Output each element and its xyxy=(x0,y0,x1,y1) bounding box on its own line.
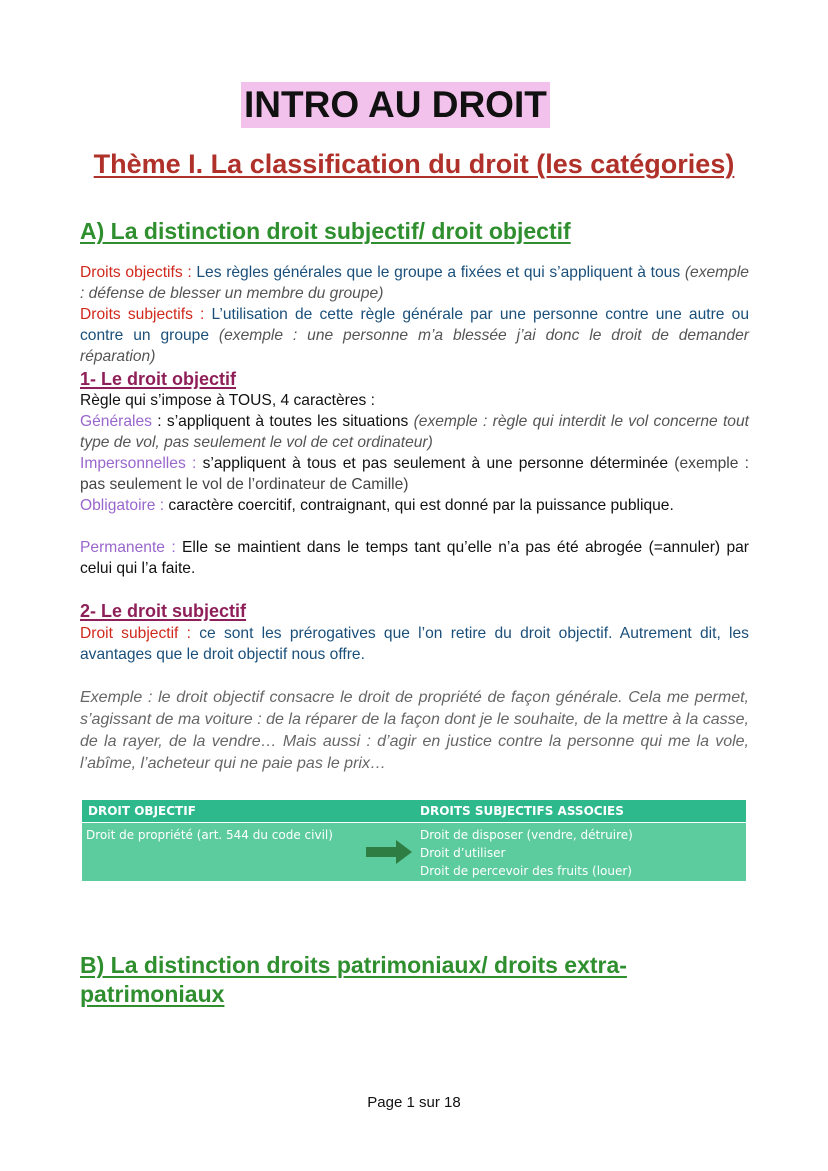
droit-objectif-intro: Règle qui s’impose à TOUS, 4 caractères : xyxy=(80,392,375,409)
header-droits-subjectifs: DROITS SUBJECTIFS ASSOCIES xyxy=(420,804,624,818)
term-droits-objectifs: Droits objectifs : xyxy=(80,264,192,281)
caractere-impersonnelles xyxy=(80,453,749,495)
section-b-heading: B) La distinction droits patrimoniaux/ droits extra-patrimoniaux xyxy=(80,952,627,1007)
theme-title: Thème I. La classification du droit (les catégories) xyxy=(93,149,735,179)
separator: : xyxy=(151,413,167,430)
cell-droit-percevoir: Droit de percevoir des fruits (louer) xyxy=(420,864,632,878)
text-droits-subjectifs: L’utilisation de cette règle générale par une personne contre une autre ou contre un groupe xyxy=(80,306,749,344)
definition-droit-subjectif xyxy=(80,623,749,665)
page-number: Page 1 sur 18 xyxy=(367,1094,461,1111)
caractere-obligatoire xyxy=(80,495,749,516)
cell-droit-disposer: Droit de disposer (vendre, détruire) xyxy=(420,828,633,842)
example-droits-objectifs: (exemple : défense de blesser un membre du groupe) xyxy=(80,264,749,302)
text-obligatoire: caractère coercitif, contraignant, qui est donné par la puissance publique. xyxy=(168,497,674,514)
cell-droit-utiliser: Droit d’utiliser xyxy=(420,846,506,860)
cell-droit-propriete: Droit de propriété (art. 544 du code civil) xyxy=(86,828,333,842)
text-generales: s’appliquent à toutes les situations xyxy=(166,413,414,430)
table-header-row xyxy=(82,800,746,822)
example-propriete: Exemple : le droit objectif consacre le droit de propriété de façon générale. Cela me permet, s’agissant de ma voiture : de la réparer de la façon dont je le souhaite, de la mettre à la casse, de la rayer, de la vendre… Mais aussi : d’agir en justice contre la personne qui me la vole, l’abîme, l’acheteur qui ne paie pas le prix… xyxy=(80,689,749,772)
example-generales: (exemple : règle qui interdit le vol concerne tout type de vol, pas seulement le vol de cet ordinateur) xyxy=(80,413,749,451)
term-permanente: Permanente xyxy=(80,539,165,556)
caractere-permanente xyxy=(80,537,749,579)
separator: : xyxy=(185,455,203,472)
text-droit-subjectif: ce sont les prérogatives que l’on retire du droit objectif. Autrement dit, les avantages que le droit objectif nous offre. xyxy=(80,625,749,663)
section-a-heading: A) La distinction droit subjectif/ droit objectif xyxy=(80,218,571,244)
definition-droits-subjectifs xyxy=(80,304,749,367)
term-droit-subjectif: Droit subjectif : xyxy=(80,625,191,642)
term-droits-subjectifs: Droits subjectifs : xyxy=(80,306,205,323)
separator: : xyxy=(164,539,183,556)
term-obligatoire: Obligatoire xyxy=(80,497,156,514)
text-permanente: Elle se maintient dans le temps tant qu’elle n’a pas été abrogée (=annuler) par celui qui l’a faite. xyxy=(80,539,750,577)
rights-table xyxy=(82,800,746,881)
example-droits-subjectifs: (exemple : une personne m’a blessée j’ai donc le droit de demander réparation) xyxy=(80,327,749,365)
text-impersonnelles: s’appliquent à tous et pas seulement à une personne déterminée xyxy=(202,455,675,472)
arrow-right-icon xyxy=(366,840,412,864)
example-impersonnelles: (exemple : pas seulement le vol de l’ordinateur de Camille) xyxy=(80,455,749,493)
term-generales: Générales xyxy=(80,413,152,430)
separator: : xyxy=(155,497,169,514)
table-row xyxy=(82,823,746,881)
term-impersonnelles: Impersonnelles xyxy=(80,455,186,472)
subsection-2-heading: 2- Le droit subjectif xyxy=(80,601,247,621)
subsection-1-heading: 1- Le droit objectif xyxy=(80,369,237,389)
header-droit-objectif: DROIT OBJECTIF xyxy=(88,804,196,818)
text-droits-objectifs: Les règles générales que le groupe a fixées et qui s’appliquent à tous xyxy=(191,264,685,281)
caractere-generales xyxy=(80,411,749,453)
definition-droits-objectifs xyxy=(80,262,749,304)
document-title: INTRO AU DROIT xyxy=(241,82,550,128)
